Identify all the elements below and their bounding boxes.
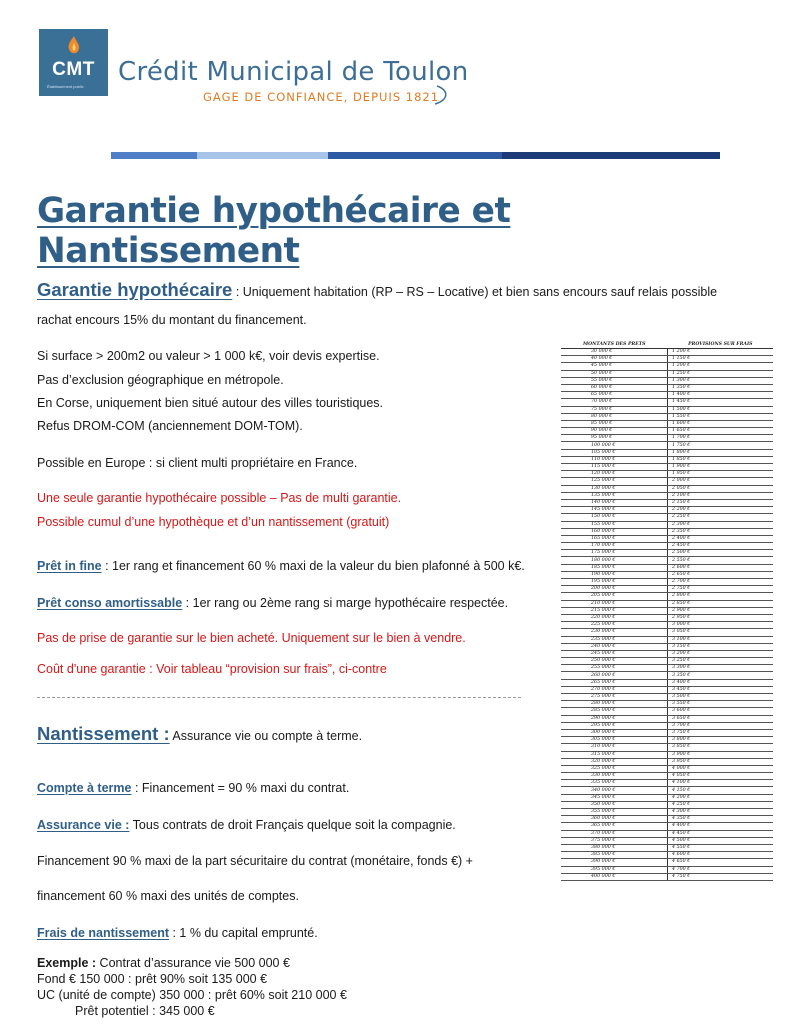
table-row xyxy=(561,636,773,643)
loan-amount-cell: 145 000 € xyxy=(561,507,668,514)
header-montants: MONTANTS DES PRETS xyxy=(561,341,668,349)
provision-cell: 1 300 € xyxy=(668,377,774,384)
loan-amount-cell: 395 000 € xyxy=(561,866,668,873)
provision-cell: 4 750 € xyxy=(668,873,774,880)
table-row xyxy=(561,557,773,564)
provision-cell: 4 400 € xyxy=(668,823,774,830)
provision-cell: 1 150 € xyxy=(668,356,774,363)
loan-amount-cell: 170 000 € xyxy=(561,543,668,550)
provision-cell: 4 250 € xyxy=(668,801,774,808)
loan-amount-cell: 345 000 € xyxy=(561,794,668,801)
table-row xyxy=(561,492,773,499)
table-row xyxy=(561,823,773,830)
provision-cell: 2 250 € xyxy=(668,514,774,521)
table-row xyxy=(561,787,773,794)
table-row xyxy=(561,586,773,593)
provision-cell: 3 950 € xyxy=(668,758,774,765)
provision-cell: 3 350 € xyxy=(668,672,774,679)
loan-amount-cell: 300 000 € xyxy=(561,729,668,736)
av-text: Tous contrats de droit Français quelque soit la compagnie. xyxy=(129,818,456,832)
provision-table-header xyxy=(561,341,773,349)
provision-cell: 2 850 € xyxy=(668,600,774,607)
provision-cell: 3 000 € xyxy=(668,622,774,629)
loan-amount-cell: 225 000 € xyxy=(561,622,668,629)
hypo-red4: Coût d'une garantie : Voir tableau “provision sur frais”, ci-contre xyxy=(37,662,387,676)
loan-amount-cell: 235 000 € xyxy=(561,636,668,643)
loan-amount-cell: 265 000 € xyxy=(561,679,668,686)
provision-cell: 4 550 € xyxy=(668,844,774,851)
table-row xyxy=(561,600,773,607)
provision-cell: 2 700 € xyxy=(668,579,774,586)
brand-tagline: GAGE DE CONFIANCE, DEPUIS 1821 xyxy=(203,90,440,104)
loan-amount-cell: 360 000 € xyxy=(561,816,668,823)
cat-line xyxy=(37,781,349,795)
table-row xyxy=(561,370,773,377)
provision-cell: 1 200 € xyxy=(668,349,774,356)
table-row xyxy=(561,614,773,621)
table-row xyxy=(561,837,773,844)
provision-cell: 3 550 € xyxy=(668,701,774,708)
fin1: Financement 90 % maxi de la part sécuritaire du contrat (monétaire, fonds €) + xyxy=(37,854,473,868)
table-row xyxy=(561,773,773,780)
provision-cell: 3 500 € xyxy=(668,694,774,701)
table-row xyxy=(561,579,773,586)
infine-label: Prêt in fine xyxy=(37,559,102,573)
provision-cell: 3 450 € xyxy=(668,686,774,693)
provision-cell: 1 700 € xyxy=(668,435,774,442)
example-text: Contrat d’assurance vie 500 000 € xyxy=(96,956,290,970)
table-row xyxy=(561,478,773,485)
hypo-l1: Si surface > 200m2 ou valeur > 1 000 k€, voir devis expertise. xyxy=(37,349,380,363)
loan-amount-cell: 390 000 € xyxy=(561,859,668,866)
table-row xyxy=(561,873,773,880)
provision-cell: 4 050 € xyxy=(668,773,774,780)
table-row xyxy=(561,471,773,478)
dashed-divider xyxy=(37,697,521,698)
hypo-l3: En Corse, uniquement bien situé autour des villes touristiques. xyxy=(37,396,384,410)
loan-amount-cell: 30 000 € xyxy=(561,349,668,356)
table-row xyxy=(561,514,773,521)
cat-text: : Financement = 90 % maxi du contrat. xyxy=(131,781,350,795)
loan-amount-cell: 45 000 € xyxy=(561,363,668,370)
loan-amount-cell: 210 000 € xyxy=(561,600,668,607)
loan-amount-cell: 60 000 € xyxy=(561,384,668,391)
hypo-heading: Garantie hypothécaire xyxy=(37,279,233,300)
table-row xyxy=(561,356,773,363)
page-title: Garantie hypothécaire et Nantissement xyxy=(37,191,511,271)
provision-cell: 2 950 € xyxy=(668,614,774,621)
table-row xyxy=(561,737,773,744)
example-line4: Prêt potentiel : 345 000 € xyxy=(75,1004,215,1018)
provision-cell: 2 600 € xyxy=(668,564,774,571)
provision-cell: 3 250 € xyxy=(668,658,774,665)
provision-cell: 2 750 € xyxy=(668,586,774,593)
frais-label: Frais de nantissement xyxy=(37,926,169,940)
loan-amount-cell: 270 000 € xyxy=(561,686,668,693)
table-row xyxy=(561,780,773,787)
loan-amount-cell: 285 000 € xyxy=(561,708,668,715)
divider-bar-1 xyxy=(111,152,197,159)
table-row xyxy=(561,809,773,816)
hypo-red3: Pas de prise de garantie sur le bien acheté. Uniquement sur le bien à vendre. xyxy=(37,631,466,645)
provision-cell: 2 500 € xyxy=(668,550,774,557)
table-row xyxy=(561,413,773,420)
loan-amount-cell: 75 000 € xyxy=(561,406,668,413)
provision-cell: 2 100 € xyxy=(668,492,774,499)
table-row xyxy=(561,694,773,701)
provision-cell: 2 300 € xyxy=(668,521,774,528)
divider-bar-4 xyxy=(502,152,720,159)
table-row xyxy=(561,550,773,557)
provision-cell: 4 300 € xyxy=(668,809,774,816)
table-row xyxy=(561,535,773,542)
av-line xyxy=(37,818,456,832)
provision-table-body xyxy=(561,349,773,881)
nant-intro: Assurance vie ou compte à terme. xyxy=(169,729,363,743)
table-row xyxy=(561,794,773,801)
loan-amount-cell: 350 000 € xyxy=(561,801,668,808)
table-row xyxy=(561,442,773,449)
loan-amount-cell: 155 000 € xyxy=(561,521,668,528)
logo-subtext: Établissement public xyxy=(47,84,84,89)
table-row xyxy=(561,672,773,679)
table-row xyxy=(561,758,773,765)
loan-amount-cell: 240 000 € xyxy=(561,643,668,650)
conso-text: : 1er rang ou 2ème rang si marge hypothécaire respectée. xyxy=(182,596,509,610)
loan-amount-cell: 205 000 € xyxy=(561,593,668,600)
table-row xyxy=(561,665,773,672)
provision-cell: 3 900 € xyxy=(668,751,774,758)
example-line2: Fond € 150 000 : prêt 90% soit 135 000 € xyxy=(37,972,268,986)
hypo-l4: Refus DROM-COM (anciennement DOM-TOM). xyxy=(37,419,303,433)
provision-cell: 1 650 € xyxy=(668,428,774,435)
loan-amount-cell: 250 000 € xyxy=(561,658,668,665)
provision-cell: 1 750 € xyxy=(668,442,774,449)
loan-amount-cell: 280 000 € xyxy=(561,701,668,708)
provision-cell: 2 650 € xyxy=(668,571,774,578)
table-row xyxy=(561,715,773,722)
table-row xyxy=(561,658,773,665)
loan-amount-cell: 125 000 € xyxy=(561,478,668,485)
provision-cell: 1 950 € xyxy=(668,471,774,478)
loan-amount-cell: 100 000 € xyxy=(561,442,668,449)
table-row xyxy=(561,643,773,650)
loan-amount-cell: 370 000 € xyxy=(561,830,668,837)
loan-amount-cell: 340 000 € xyxy=(561,787,668,794)
table-row xyxy=(561,686,773,693)
loan-amount-cell: 325 000 € xyxy=(561,765,668,772)
table-row xyxy=(561,392,773,399)
table-row xyxy=(561,830,773,837)
provision-cell: 3 600 € xyxy=(668,708,774,715)
swoosh-icon xyxy=(433,84,453,106)
provision-cell: 4 000 € xyxy=(668,765,774,772)
cmt-logo xyxy=(39,29,108,96)
provision-cell: 1 200 € xyxy=(668,363,774,370)
loan-amount-cell: 380 000 € xyxy=(561,844,668,851)
table-row xyxy=(561,420,773,427)
example-label: Exemple : xyxy=(37,956,97,970)
provision-cell: 4 600 € xyxy=(668,852,774,859)
table-row xyxy=(561,722,773,729)
provision-cell: 1 600 € xyxy=(668,420,774,427)
loan-amount-cell: 90 000 € xyxy=(561,428,668,435)
table-row xyxy=(561,521,773,528)
nant-heading: Nantissement : xyxy=(37,723,170,744)
table-row xyxy=(561,852,773,859)
provision-cell: 3 750 € xyxy=(668,729,774,736)
divider-bar-3 xyxy=(328,152,502,159)
loan-amount-cell: 365 000 € xyxy=(561,823,668,830)
loan-amount-cell: 65 000 € xyxy=(561,392,668,399)
table-row xyxy=(561,507,773,514)
conso-label: Prêt conso amortissable xyxy=(37,596,183,610)
conso-line xyxy=(37,596,508,610)
table-row xyxy=(561,363,773,370)
provision-cell: 4 150 € xyxy=(668,787,774,794)
hypo-intro: : Uniquement habitation (RP – RS – Locative) et bien sans encours sauf relais possible xyxy=(232,285,718,299)
example-line3: UC (unité de compte) 350 000 : prêt 60% soit 210 000 € xyxy=(37,988,347,1002)
provision-cell: 1 450 € xyxy=(668,399,774,406)
loan-amount-cell: 95 000 € xyxy=(561,435,668,442)
table-row xyxy=(561,859,773,866)
hypo-line2: rachat encours 15% du montant du financement. xyxy=(37,313,307,327)
provision-table xyxy=(561,341,773,881)
table-row xyxy=(561,844,773,851)
loan-amount-cell: 120 000 € xyxy=(561,471,668,478)
loan-amount-cell: 385 000 € xyxy=(561,852,668,859)
loan-amount-cell: 220 000 € xyxy=(561,614,668,621)
loan-amount-cell: 400 000 € xyxy=(561,873,668,880)
provision-cell: 4 200 € xyxy=(668,794,774,801)
table-row xyxy=(561,866,773,873)
loan-amount-cell: 160 000 € xyxy=(561,528,668,535)
table-row xyxy=(561,349,773,356)
loan-amount-cell: 255 000 € xyxy=(561,665,668,672)
header-provisions: PROVISIONS SUR FRAIS xyxy=(668,341,774,349)
provision-cell: 4 700 € xyxy=(668,866,774,873)
table-row xyxy=(561,406,773,413)
loan-amount-cell: 295 000 € xyxy=(561,722,668,729)
provision-cell: 2 050 € xyxy=(668,485,774,492)
infine-line xyxy=(37,559,525,573)
provision-cell: 3 400 € xyxy=(668,679,774,686)
table-row xyxy=(561,744,773,751)
loan-amount-cell: 80 000 € xyxy=(561,413,668,420)
loan-amount-cell: 135 000 € xyxy=(561,492,668,499)
frais-text: : 1 % du capital emprunté. xyxy=(169,926,318,940)
loan-amount-cell: 70 000 € xyxy=(561,399,668,406)
provision-cell: 2 000 € xyxy=(668,478,774,485)
loan-amount-cell: 320 000 € xyxy=(561,758,668,765)
provision-cell: 2 900 € xyxy=(668,607,774,614)
logo-text: CMT xyxy=(52,59,95,80)
table-row xyxy=(561,399,773,406)
loan-amount-cell: 355 000 € xyxy=(561,809,668,816)
loan-amount-cell: 275 000 € xyxy=(561,694,668,701)
hypo-intro-line xyxy=(37,279,717,301)
loan-amount-cell: 330 000 € xyxy=(561,773,668,780)
hypo-l2: Pas d’exclusion géographique en métropole. xyxy=(37,373,284,387)
provision-cell: 1 400 € xyxy=(668,392,774,399)
provision-cell: 3 300 € xyxy=(668,665,774,672)
provision-cell: 4 350 € xyxy=(668,816,774,823)
loan-amount-cell: 175 000 € xyxy=(561,550,668,557)
cat-label: Compte à terme xyxy=(37,781,132,795)
table-row xyxy=(561,622,773,629)
table-row xyxy=(561,629,773,636)
loan-amount-cell: 130 000 € xyxy=(561,485,668,492)
loan-amount-cell: 55 000 € xyxy=(561,377,668,384)
loan-amount-cell: 140 000 € xyxy=(561,499,668,506)
loan-amount-cell: 185 000 € xyxy=(561,564,668,571)
table-row xyxy=(561,607,773,614)
table-row xyxy=(561,650,773,657)
table-row xyxy=(561,528,773,535)
loan-amount-cell: 305 000 € xyxy=(561,737,668,744)
table-row xyxy=(561,384,773,391)
provision-cell: 2 200 € xyxy=(668,507,774,514)
loan-amount-cell: 105 000 € xyxy=(561,449,668,456)
provision-cell: 3 700 € xyxy=(668,722,774,729)
hypo-l5: Possible en Europe : si client multi propriétaire en France. xyxy=(37,456,358,470)
table-row xyxy=(561,499,773,506)
table-row xyxy=(561,765,773,772)
provision-cell: 1 350 € xyxy=(668,384,774,391)
provision-cell: 2 350 € xyxy=(668,528,774,535)
fin2: financement 60 % maxi des unités de comptes. xyxy=(37,889,299,903)
loan-amount-cell: 230 000 € xyxy=(561,629,668,636)
loan-amount-cell: 375 000 € xyxy=(561,837,668,844)
provision-cell: 1 850 € xyxy=(668,456,774,463)
table-row xyxy=(561,701,773,708)
loan-amount-cell: 115 000 € xyxy=(561,464,668,471)
hypo-red1: Une seule garantie hypothécaire possible – Pas de multi garantie. xyxy=(37,491,402,505)
divider-bar-2 xyxy=(197,152,328,159)
provision-cell: 3 050 € xyxy=(668,629,774,636)
provision-cell: 2 150 € xyxy=(668,499,774,506)
table-row xyxy=(561,571,773,578)
table-row xyxy=(561,377,773,384)
brand-name: Crédit Municipal de Toulon xyxy=(118,57,469,87)
provision-cell: 1 800 € xyxy=(668,449,774,456)
provision-cell: 1 500 € xyxy=(668,406,774,413)
table-row xyxy=(561,485,773,492)
provision-cell: 3 850 € xyxy=(668,744,774,751)
loan-amount-cell: 260 000 € xyxy=(561,672,668,679)
provision-cell: 3 100 € xyxy=(668,636,774,643)
loan-amount-cell: 215 000 € xyxy=(561,607,668,614)
table-row xyxy=(561,428,773,435)
table-row xyxy=(561,708,773,715)
table-row xyxy=(561,543,773,550)
table-row xyxy=(561,751,773,758)
loan-amount-cell: 335 000 € xyxy=(561,780,668,787)
provision-cell: 1 250 € xyxy=(668,370,774,377)
table-row xyxy=(561,456,773,463)
hypo-red2: Possible cumul d’une hypothèque et d’un nantissement (gratuit) xyxy=(37,515,390,529)
table-row xyxy=(561,449,773,456)
example-line1 xyxy=(37,956,290,970)
table-row xyxy=(561,801,773,808)
flame-icon xyxy=(63,35,85,57)
provision-cell: 2 800 € xyxy=(668,593,774,600)
table-row xyxy=(561,564,773,571)
provision-cell: 2 550 € xyxy=(668,557,774,564)
loan-amount-cell: 200 000 € xyxy=(561,586,668,593)
provision-cell: 3 200 € xyxy=(668,650,774,657)
provision-cell: 3 650 € xyxy=(668,715,774,722)
loan-amount-cell: 85 000 € xyxy=(561,420,668,427)
loan-amount-cell: 245 000 € xyxy=(561,650,668,657)
provision-cell: 1 550 € xyxy=(668,413,774,420)
loan-amount-cell: 40 000 € xyxy=(561,356,668,363)
loan-amount-cell: 50 000 € xyxy=(561,370,668,377)
table-row xyxy=(561,679,773,686)
loan-amount-cell: 150 000 € xyxy=(561,514,668,521)
provision-cell: 4 500 € xyxy=(668,837,774,844)
loan-amount-cell: 290 000 € xyxy=(561,715,668,722)
loan-amount-cell: 110 000 € xyxy=(561,456,668,463)
loan-amount-cell: 190 000 € xyxy=(561,571,668,578)
provision-cell: 4 100 € xyxy=(668,780,774,787)
loan-amount-cell: 310 000 € xyxy=(561,744,668,751)
av-label: Assurance vie : xyxy=(37,818,130,832)
loan-amount-cell: 315 000 € xyxy=(561,751,668,758)
loan-amount-cell: 195 000 € xyxy=(561,579,668,586)
loan-amount-cell: 180 000 € xyxy=(561,557,668,564)
table-row xyxy=(561,816,773,823)
table-row xyxy=(561,435,773,442)
provision-cell: 4 650 € xyxy=(668,859,774,866)
loan-amount-cell: 165 000 € xyxy=(561,535,668,542)
nant-intro-line xyxy=(37,723,362,745)
provision-cell: 1 900 € xyxy=(668,464,774,471)
provision-cell: 2 450 € xyxy=(668,543,774,550)
table-row xyxy=(561,593,773,600)
provision-cell: 2 400 € xyxy=(668,535,774,542)
table-row xyxy=(561,464,773,471)
infine-text: : 1er rang et financement 60 % maxi de la valeur du bien plafonné à 500 k€. xyxy=(101,559,525,573)
frais-line xyxy=(37,926,318,940)
provision-cell: 3 150 € xyxy=(668,643,774,650)
provision-cell: 3 800 € xyxy=(668,737,774,744)
table-row xyxy=(561,729,773,736)
provision-cell: 4 450 € xyxy=(668,830,774,837)
